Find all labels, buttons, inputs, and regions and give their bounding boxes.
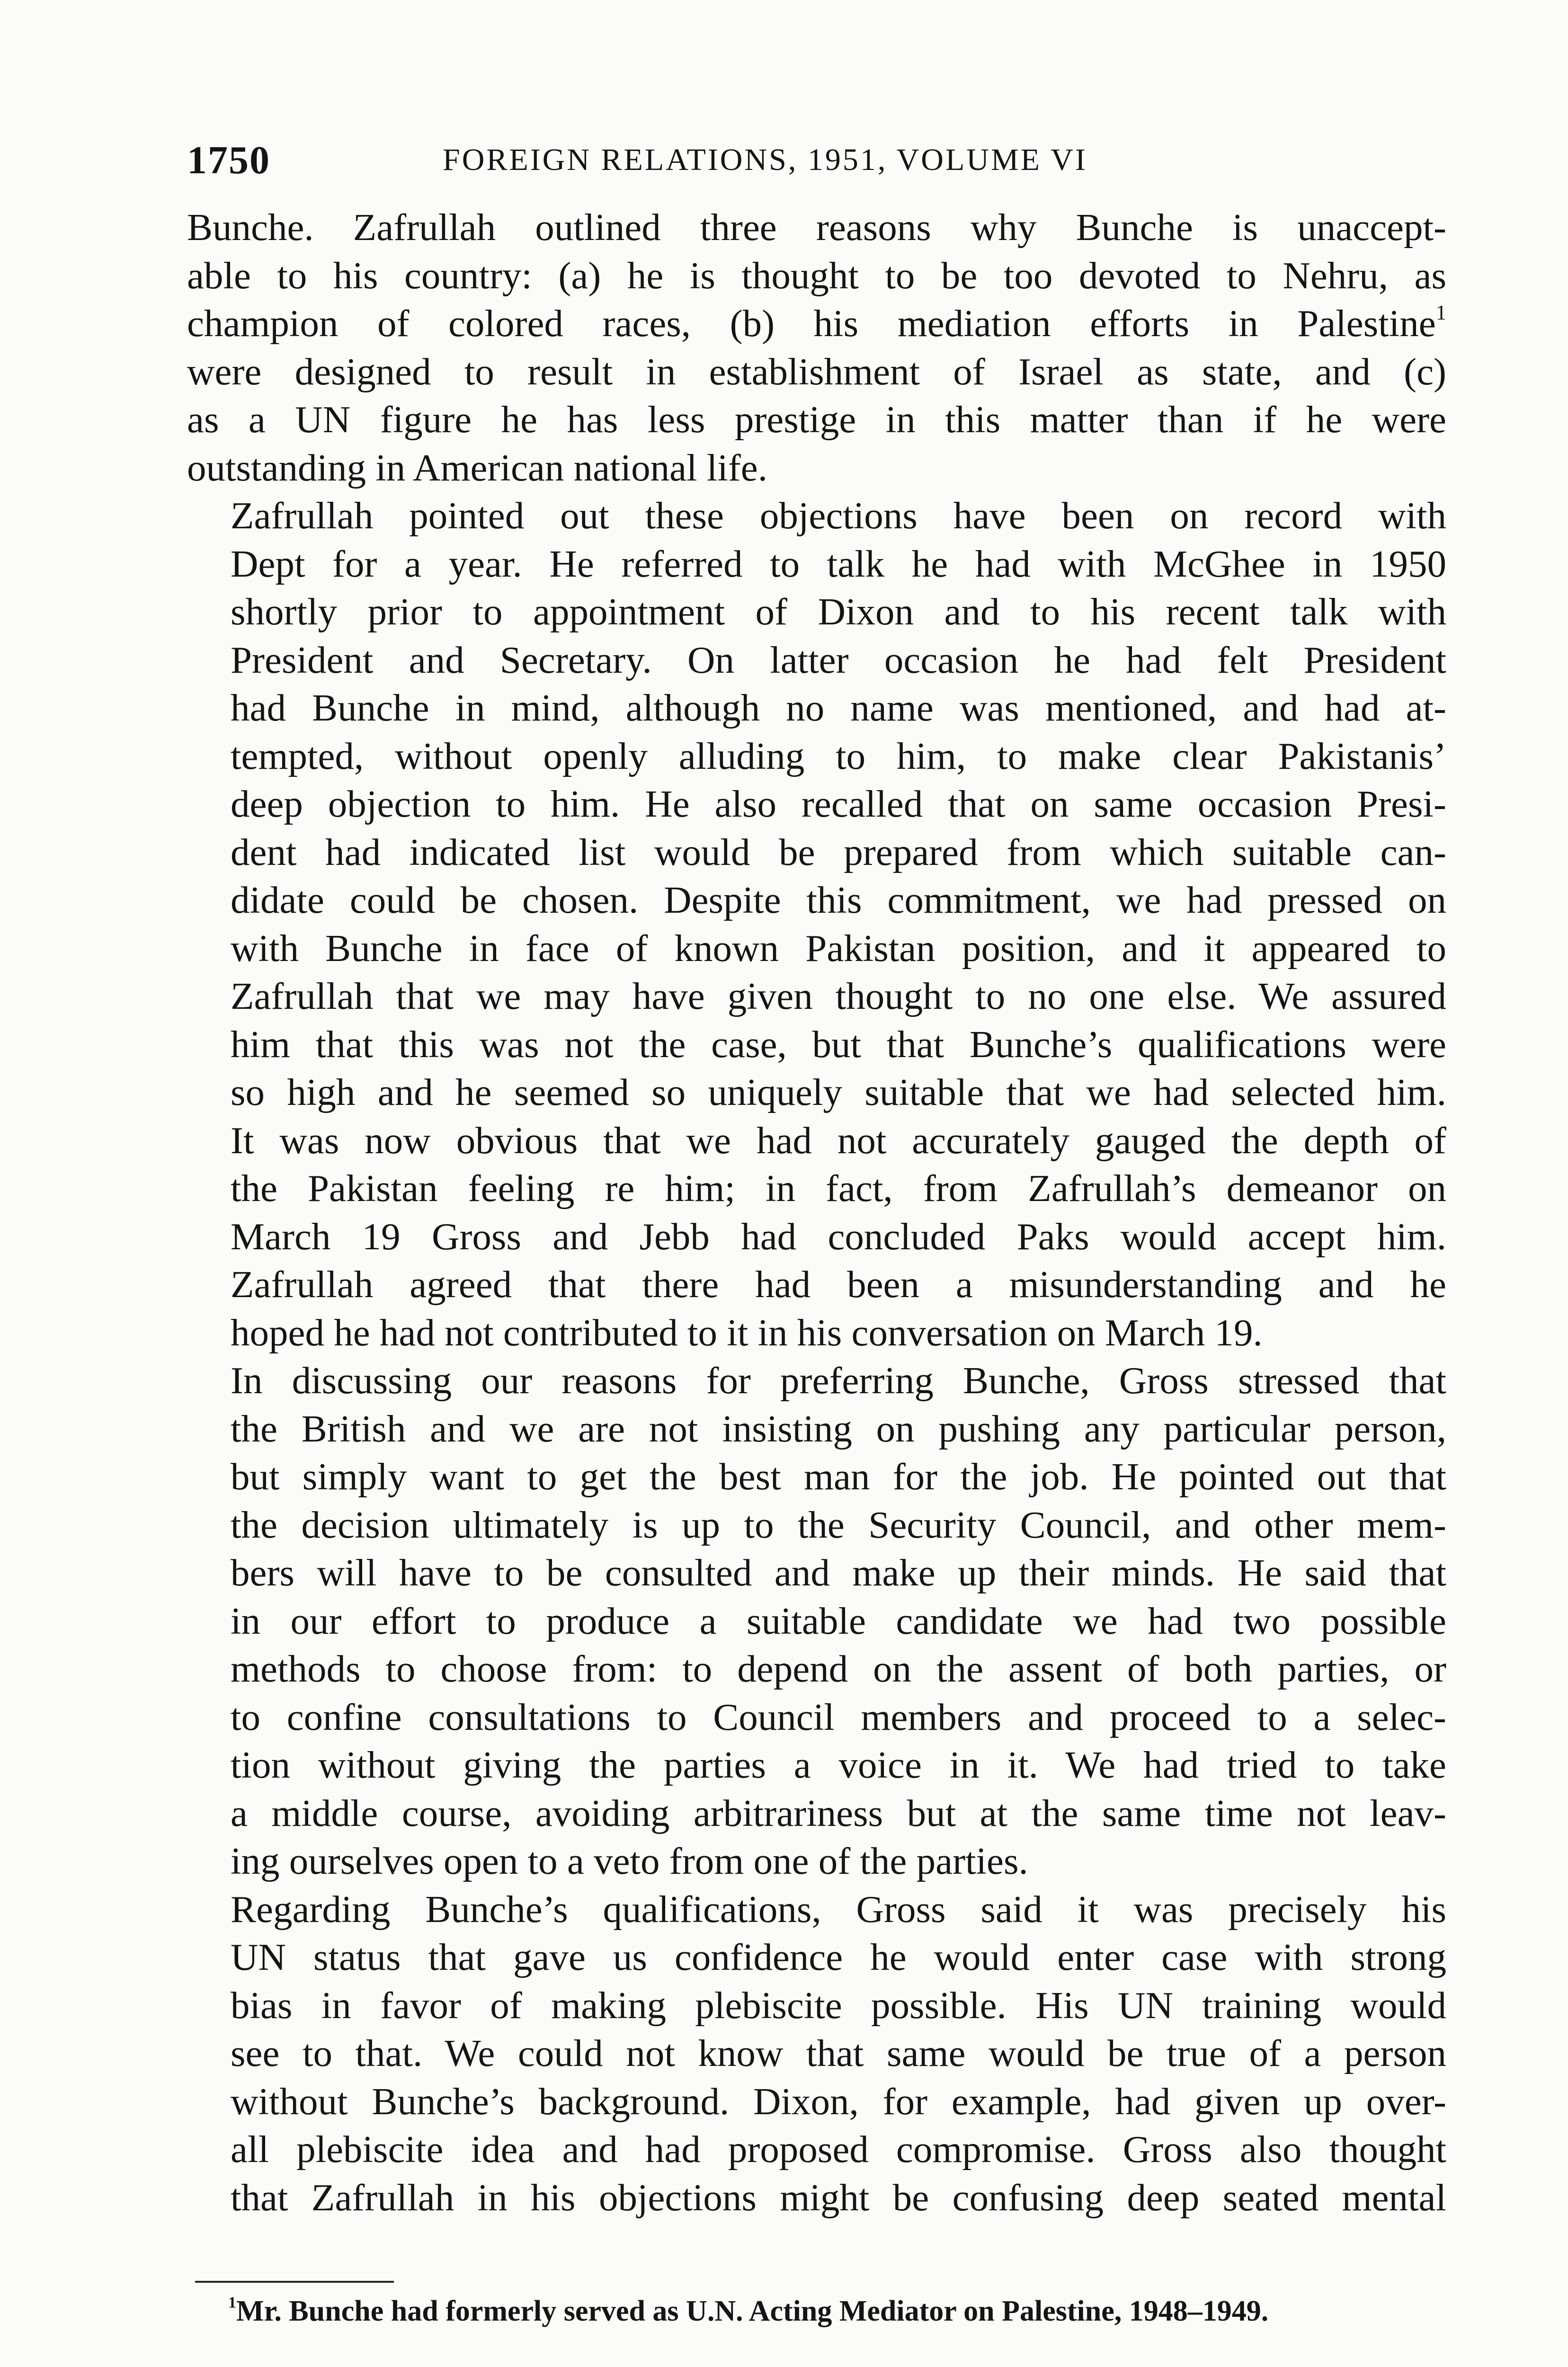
paragraph-4 — [187, 1886, 1446, 2222]
text-line: but simply want to get the best man for the job. He pointed out that — [231, 1455, 1446, 1498]
text-line: Zafrullah that we may have given thought to no one else. We assured — [231, 975, 1446, 1017]
text-line: In discussing our reasons for preferring Bunche, Gross stressed that — [231, 1359, 1446, 1402]
text-line: Zafrullah agreed that there had been a misunderstanding and he — [231, 1263, 1446, 1306]
paragraph-2 — [187, 492, 1446, 1357]
text-line-with-footnote — [187, 300, 1446, 348]
paragraph-3 — [187, 1357, 1446, 1886]
text-line: the British and we are not insisting on pushing any particular person, — [231, 1407, 1446, 1450]
text-line: dent had indicated list would be prepared from which suitable can- — [231, 830, 1446, 873]
text-line: a middle course, avoiding arbitrariness but at the same time not leav- — [231, 1791, 1446, 1834]
page-header — [187, 137, 1456, 189]
footnote — [195, 2291, 1445, 2331]
text-line: as a UN figure he has less prestige in this matter than if he were — [187, 398, 1446, 441]
text-line: Dept for a year. He referred to talk he had with McGhee in 1950 — [231, 542, 1446, 585]
text-line: champion of colored races, (b) his mediation efforts in Palestine — [187, 302, 1436, 345]
text-line: UN status that gave us confidence he would enter case with strong — [231, 1936, 1446, 1978]
text-line: able to his country: (a) he is thought to be too devoted to Nehru, as — [187, 254, 1446, 297]
text-line: shortly prior to appointment of Dixon and to his recent talk with — [231, 590, 1446, 633]
text-line: the decision ultimately is up to the Security Council, and other mem- — [231, 1503, 1446, 1546]
text-line: hoped he had not contributed to it in his conversation on March 19. — [231, 1311, 1263, 1354]
text-line: President and Secretary. On latter occasion he had felt President — [231, 638, 1446, 681]
text-line: outstanding in American national life. — [187, 446, 767, 489]
text-line: Zafrullah pointed out these objections have been on record with — [231, 494, 1446, 537]
text-line: without Bunche’s background. Dixon, for example, had given up over- — [231, 2080, 1446, 2123]
text-line: deep objection to him. He also recalled that on same occasion Presi- — [231, 783, 1446, 825]
text-line: all plebiscite idea and had proposed compromise. Gross also thought — [231, 2128, 1446, 2171]
page-number: 1750 — [187, 138, 270, 182]
text-line: bers will have to be consulted and make up their minds. He said that — [231, 1551, 1446, 1594]
text-line: him that this was not the case, but that Bunche’s qualifications were — [231, 1023, 1446, 1066]
text-line: ing ourselves open to a veto from one of the parties. — [231, 1840, 1028, 1882]
text-line: with Bunche in face of known Pakistan position, and it appeared to — [231, 926, 1446, 970]
text-line: Regarding Bunche’s qualifications, Gross said it was precisely his — [231, 1887, 1446, 1931]
footnote-divider — [195, 2281, 394, 2283]
text-line: tion without giving the parties a voice in it. We had tried to take — [231, 1744, 1446, 1786]
text-line: were designed to result in establishment of Israel as state, and (c) — [187, 350, 1446, 393]
text-line: bias in favor of making plebiscite possible. His UN training would — [231, 1984, 1446, 2027]
footnote-marker: 1 — [228, 2294, 237, 2312]
text-line: the Pakistan feeling re him; in fact, from Zafrullah’s demeanor on — [231, 1167, 1446, 1210]
text-line: methods to choose from: to depend on the assent of both parties, or — [231, 1647, 1446, 1690]
text-line: March 19 Gross and Jebb had concluded Paks would accept him. — [231, 1215, 1446, 1258]
body-text — [187, 204, 1446, 2222]
text-line: in our effort to produce a suitable candidate we had two possible — [231, 1599, 1446, 1642]
text-line: that Zafrullah in his objections might be confusing deep seated mental — [231, 2176, 1446, 2219]
text-line: had Bunche in mind, although no name was mentioned, and had at- — [231, 686, 1446, 729]
text-line: to confine consultations to Council members and proceed to a selec- — [231, 1695, 1446, 1738]
text-line: so high and he seemed so uniquely suitable that we had selected him. — [231, 1071, 1446, 1113]
footnote-text: Mr. Bunche had formerly served as U.N. Acting Mediator on Palestine, 1948–1949. — [236, 2295, 1269, 2327]
footnote-reference: 1 — [1435, 300, 1446, 324]
text-line: Bunche. Zafrullah outlined three reasons why Bunche is unaccept- — [187, 206, 1446, 249]
text-line: It was now obvious that we had not accurately gauged the depth of — [231, 1119, 1446, 1162]
text-line: didate could be chosen. Despite this commitment, we had pressed on — [231, 879, 1446, 921]
paragraph-1 — [187, 204, 1446, 492]
running-title: FOREIGN RELATIONS, 1951, VOLUME VI — [443, 142, 1087, 177]
text-line: see to that. We could not know that same would be true of a person — [231, 2032, 1446, 2074]
text-line: tempted, without openly alluding to him, to make clear Pakistanis’ — [231, 734, 1446, 777]
